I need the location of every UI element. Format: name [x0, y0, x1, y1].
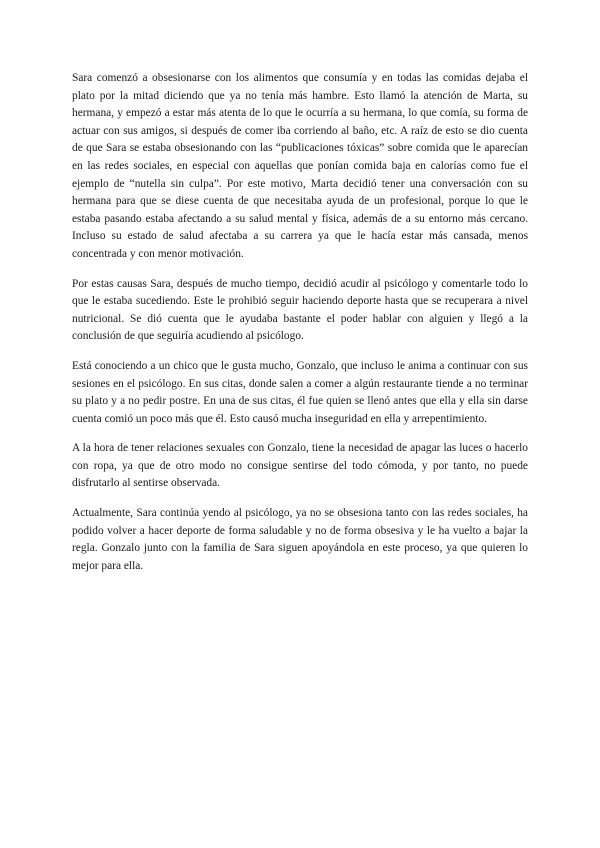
- paragraph-2: Por estas causas Sara, después de mucho tiempo, decidió acudir al psicólogo y comentarle todo lo que le estaba sucediendo. Este le prohibió seguir haciendo deporte hasta que se recuperara a nivel nutricional. Se dió cuenta que le ayudaba bastante el poder hablar con alguien y llegó a la conclusión de que seguiría acudiendo al psicólogo.: [72, 277, 528, 343]
- paragraph-4: A la hora de tener relaciones sexuales con Gonzalo, tiene la necesidad de apagar las luces o hacerlo con ropa, ya que de otro modo no consigue sentirse del todo cómoda, y por tanto, no puede disfrutarlo al sentirse observada.: [72, 442, 528, 490]
- paragraph-3: Está conociendo a un chico que le gusta mucho, Gonzalo, que incluso le anima a continuar con sus sesiones en el psicólogo. En sus citas, donde salen a comer a algún restaurante tiende a no terminar su plato y a no pedir postre. En una de sus citas, él fue quien se llenó antes que ella y ella sin darse cuenta comió un poco más que él. Esto causó mucha inseguridad en ella y arrepentimiento.: [72, 359, 528, 425]
- document-body: [72, 70, 528, 587]
- paragraph-5: Actualmente, Sara continúa yendo al psicólogo, ya no se obsesiona tanto con las redes sociales, ha podido volver a hacer deporte de forma saludable y no de forma obsesiva y le ha vuelto a bajar la regla. Gonzalo junto con la familia de Sara siguen apoyándola en este proceso, ya que quieren lo mejor para ella.: [72, 507, 528, 572]
- paragraph-1: Sara comenzó a obsesionarse con los alimentos que consumía y en todas las comidas dejaba el plato por la mitad diciendo que ya no tenía más hambre. Esto llamó la atención de Marta, su hermana, y empezó a estar más atenta de lo que le ocurría a su hermana, lo que comía, su forma de actuar con sus amigos, si después de comer iba corriendo al baño, etc. A raíz de esto se dio cuenta de que Sara se estaba obsesionando con las “publicaciones tóxicas” sobre comida que le aparecían en las redes sociales, en especial con aquellas que ponían comida baja en calorías como fue el ejemplo de “nutella sin culpa”. Por este motivo, Marta decidió tener una conversación con su hermana para que se diese cuenta de que necesitaba ayuda de un profesional, porque lo que le estaba pasando estaba afectando a su salud mental y física, además de a su entorno más cercano. Incluso su estado de salud afectaba a su carrera ya que le hacía estar más cansada, menos concentrada y con menor motivación.: [72, 72, 528, 260]
